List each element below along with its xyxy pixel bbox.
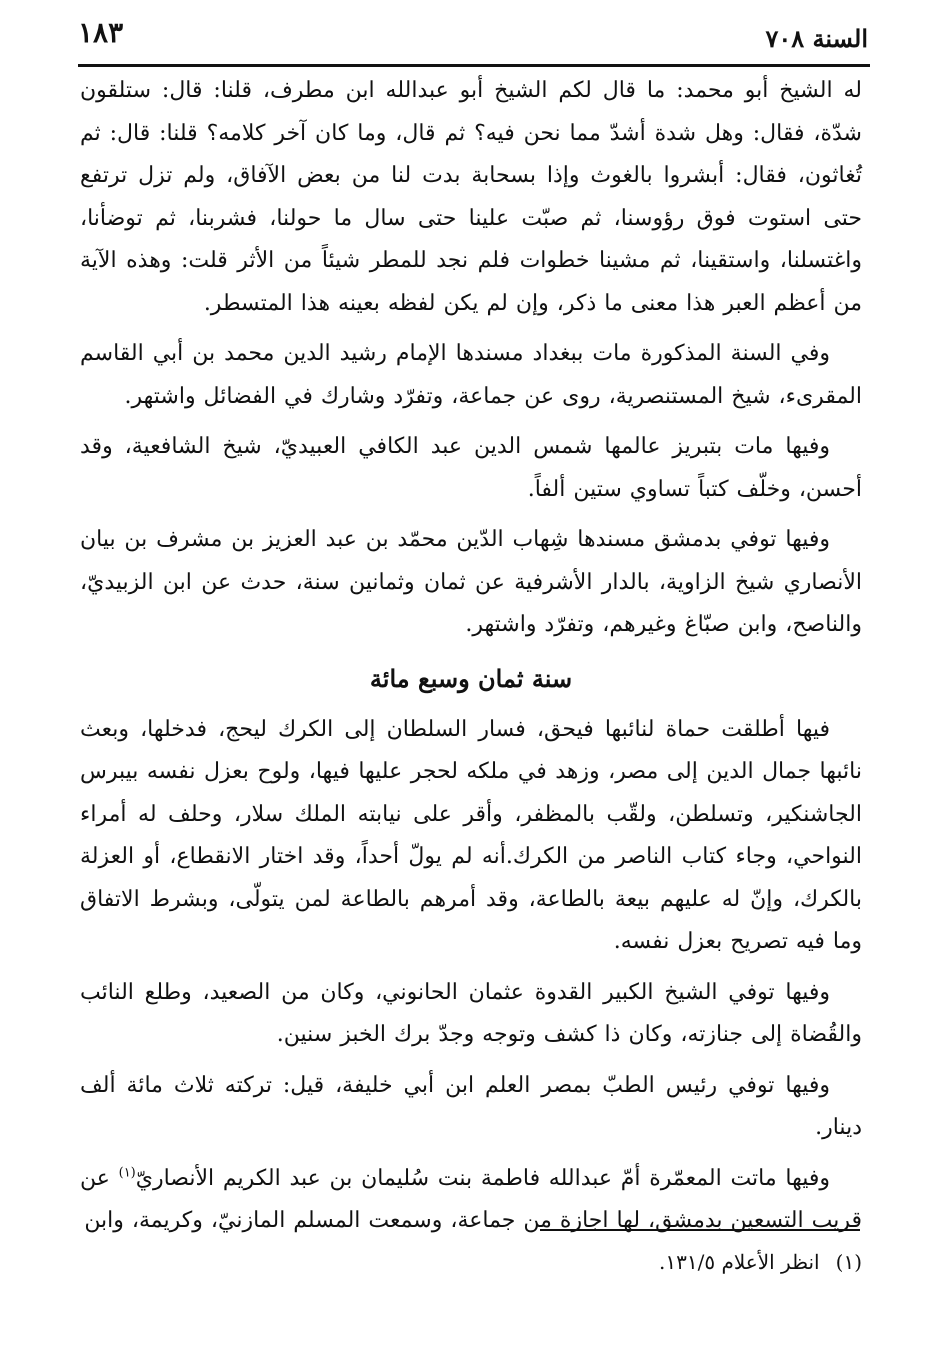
page-header	[78, 14, 868, 62]
footnote-mark: (١)	[835, 1250, 862, 1274]
paragraph-8-text-end: عن قريب التسعين بدمشق، لها اجازة من جماعة، وسمعت المسلم المازنيّ، وكريمة، وابن	[80, 1165, 862, 1233]
footnote	[659, 1248, 862, 1276]
paragraph-1: له الشيخ أبو محمد: ما قال لكم الشيخ أبو عبدالله ابن مطرف، قلنا: قال: ستلقون شدّة، فقال: وهل شدة أشدّ مما نحن فيه؟ ثم قال، وما كان آخر كلامه؟ قلنا: قال: ثم تُغاثون، فقال: أبشروا بالغوث وإذا بسحابة بدت لنا من بعض الآفاق، ولم تزل ترتفع حتى استوت فوق رؤوسنا، ثم صبّت علينا حتى سال ما حولنا، فشربنا، ثم توضأنا، واغتسلنا، واستقينا، ثم مشينا خطوات فلم نجد للمطر شيئاً من الأثر قلت: وهذه الآية من أعظم العبر هذا معنى ما ذكر، وإن لم يكن لفظه بعينه هذا المتسطر.	[80, 78, 862, 316]
paragraph-8-text-start: وفيها ماتت المعمّرة أمّ عبدالله فاطمة بنت سُليمان بن عبد الكريم الأنصاريّ	[135, 1165, 831, 1191]
main-text	[80, 70, 862, 1243]
footnote-text: انظر الأعلام ١٣١/٥.	[659, 1250, 820, 1274]
paragraph-5: فيها أطلقت حماة لنائبها فيحق، فسار السلطان إلى الكرك ليحج، فدخلها، وبعث نائبها جمال الدين إلى مصر، وزهد في ملكه لحجر عليها فيها، ولوح بعزل نفسه بيبرس الجاشنكير، وتسلطن، ولقّب بالمظفر، وأقر على نيابته الملك سلار، وحلف له أمراء النواحي، وجاء كتاب الناصر من الكرك.أنه لم يولّ أحداً، وقد اختار الانقطاع، أو العزلة بالكرك، وإنّ له عليهم بيعة بالطاعة، وقد أمرهم بالطاعة لمن يتولّى، وبشرط الاتفاق وما فيه تصريح بعزل نفسه.	[80, 716, 862, 954]
paragraph-2: وفي السنة المذكورة مات ببغداد مسندها الإمام رشيد الدين محمد بن أبي القاسم المقرىء، شيخ المستنصرية، روى عن جماعة، وتفرّد وشارك في الفضائل واشتهر.	[80, 341, 862, 409]
paragraph-4: وفيها توفي بدمشق مسندها شِهاب الدّين محمّد بن عبد العزيز بن مشرف بن بيان الأنصاري شيخ الزاوية، بالدار الأشرفية عن ثمان وثمانين سنة، حدث عن ابن الزبيديّ، والناصح، وابن صبّاغ وغيرهم، وتفرّد واشتهر.	[80, 527, 862, 637]
paragraph-3: وفيها مات بتبريز عالمها شمس الدين عبد الكافي العبيديّ، شيخ الشافعية، وقد أحسن، وخلّف كتباً تساوي ستين ألفاً.	[80, 434, 862, 502]
section-heading: سنة ثمان وسبع مائة	[369, 663, 573, 693]
paragraph-6: وفيها توفي الشيخ الكبير القدوة عثمان الحانوني، وكان من الصعيد، وطلع النائب والقُضاة إلى جنازته، وكان ذا كشف وتوجه وجدّ برك الخبز سنين.	[80, 979, 862, 1047]
paragraph-7: وفيها توفي رئيس الطبّ بمصر العلم ابن أبي خليفة، قيل: تركته ثلاث مائة ألف دينار.	[80, 1072, 862, 1140]
page-number: ١٨٣	[78, 16, 124, 49]
footnote-reference[interactable]: (١)	[118, 1165, 136, 1181]
footnote-separator	[540, 1229, 860, 1231]
running-title: السنة ٧٠٨	[765, 24, 868, 53]
header-rule	[78, 64, 870, 67]
